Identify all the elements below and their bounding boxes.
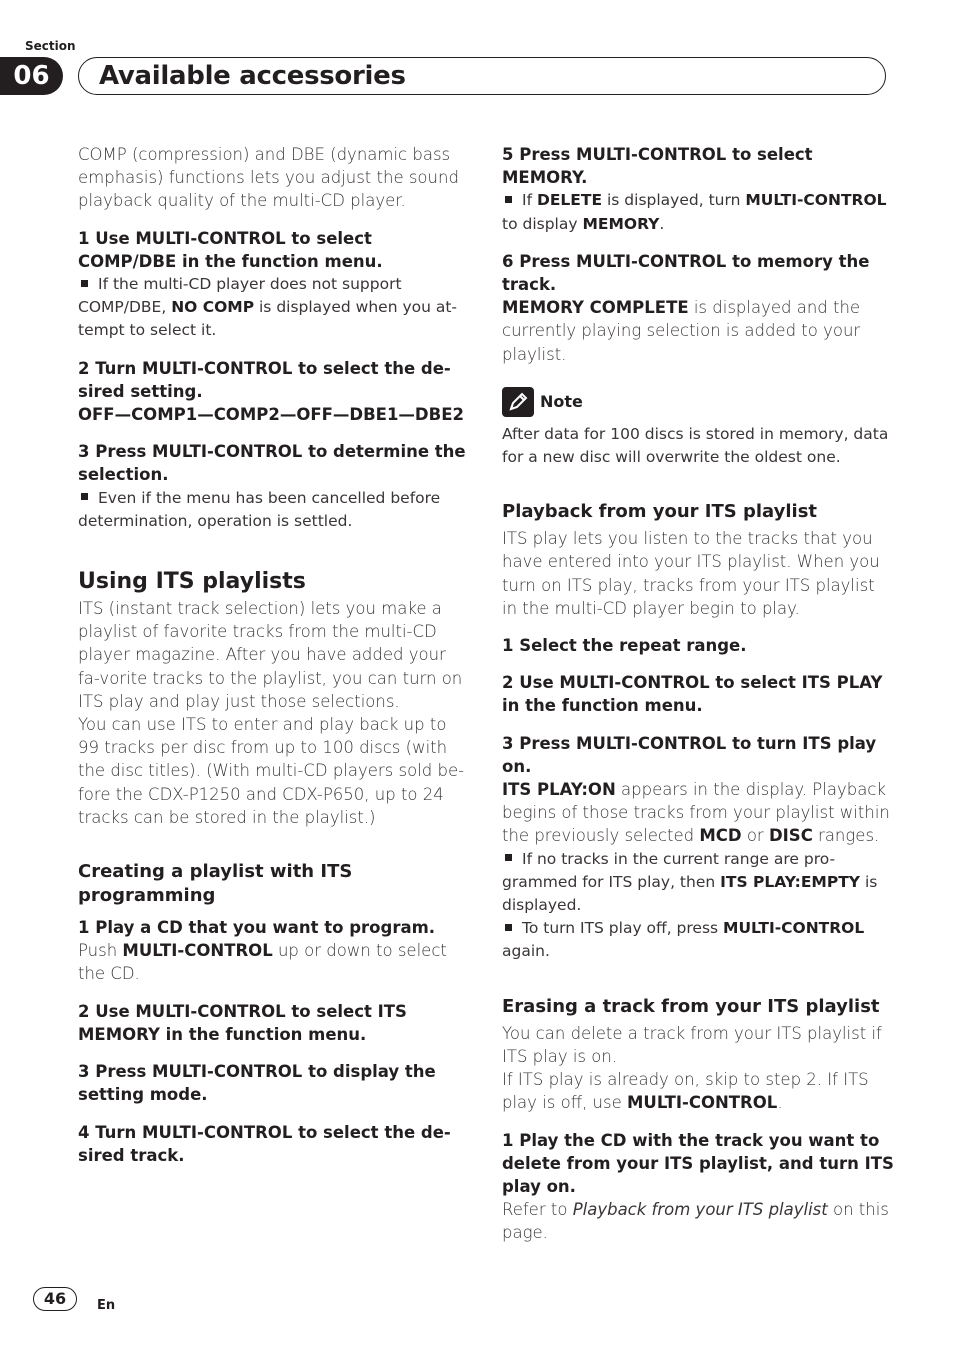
step-6: 6 Press MULTI-CONTROL to memory the track. — [502, 251, 870, 295]
create-step-2: 2 Use MULTI-CONTROL to select ITS MEMORY in the function menu. — [78, 1001, 407, 1044]
create-step-1: 1 Play a CD that you want to program. — [78, 918, 436, 938]
step-5-note: If DELETE is displayed, turn MULTI-CONTROL to display MEMORY. — [502, 191, 887, 233]
right-column — [502, 143, 894, 1245]
note-label: Note — [540, 392, 583, 412]
erase-step-1: 1 Play the CD with the track you want to delete from your ITS playlist, and turn ITS play on. — [502, 1130, 894, 1196]
bullet-square-icon — [505, 196, 512, 203]
bullet-square-icon — [505, 924, 512, 931]
erase-heading: Erasing a track from your ITS playlist — [502, 995, 880, 1017]
create-step-3: 3 Press MULTI-CONTROL to display the setting mode. — [78, 1062, 436, 1105]
bullet-square-icon — [81, 280, 88, 287]
its-para-2: You can use ITS to enter and play back up to 99 tracks per disc from up to 100 discs (with the disc titles). (With multi-CD players sold be-fore the CDX-P1250 and CDX-P650, up to 24 tracks can be stored in the playlist.) — [78, 715, 465, 827]
create-heading: Creating a playlist with ITS programming — [78, 861, 353, 907]
comp-step-1-note: If the multi-CD player does not support COMP/DBE, NO COMP is displayed when you at-tempt to select it. — [78, 275, 458, 340]
playback-note-1: If no tracks in the current range are pro-grammed for ITS play, then ITS PLAY:EMPTY is displayed. — [502, 849, 878, 915]
playback-note-2: To turn ITS play off, press MULTI-CONTROL again. — [502, 919, 865, 961]
language-label: En — [97, 1298, 116, 1313]
pencil-note-icon — [502, 387, 534, 417]
create-step-4: 4 Turn MULTI-CONTROL to select the de-sired track. — [78, 1122, 451, 1165]
erase-step-1-body: Refer to Playback from your ITS playlist on this page. — [502, 1200, 889, 1243]
playback-step-1: 1 Select the repeat range. — [502, 636, 747, 656]
page-title: Available accessories — [99, 61, 406, 91]
step-6-body: MEMORY COMPLETE is displayed and the currently playing selection is added to your playlist. — [502, 298, 861, 364]
comp-settings: OFF—COMP1—COMP2—OFF—DBE1—DBE2 — [78, 405, 464, 425]
page-number: 46 — [33, 1287, 77, 1311]
left-column — [78, 143, 468, 1167]
title-bar — [78, 57, 886, 95]
its-para-1: ITS (instant track selection) lets you make a playlist of favorite tracks from the multi-CD player magazine. After you have added your fa-vorite tracks to the playlist, you can turn on ITS play and play just those selections. — [78, 599, 463, 711]
erase-para-1: You can delete a track from your ITS playlist if ITS play is on. — [502, 1023, 882, 1066]
bullet-square-icon — [81, 493, 88, 500]
comp-step-3: 3 Press MULTI-CONTROL to determine the selection. — [78, 442, 466, 485]
playback-heading: Playback from your ITS playlist — [502, 501, 818, 523]
step-5: 5 Press MULTI-CONTROL to select MEMORY. — [502, 145, 813, 188]
comp-step-2: 2 Turn MULTI-CONTROL to select the de-sired setting. — [78, 358, 451, 401]
playback-step-3: 3 Press MULTI-CONTROL to turn ITS play on. — [502, 733, 877, 776]
comp-intro: COMP (compression) and DBE (dynamic bass emphasis) functions lets you adjust the sound playback quality of the multi-CD player. — [78, 145, 459, 211]
note-text: After data for 100 discs is stored in memory, data for a new disc will overwrite the oldest one. — [502, 424, 889, 467]
comp-step-3-note: Even if the menu has been cancelled before determination, operation is settled. — [78, 488, 441, 530]
note-header — [502, 387, 894, 417]
section-label: Section — [25, 39, 76, 53]
playback-para: ITS play lets you listen to the tracks that you have entered into your ITS playlist. When you turn on ITS play, tracks from your ITS playlist in the multi-CD player begin to play. — [502, 529, 880, 618]
erase-para-2: If ITS play is already on, skip to step 2. If ITS play is off, use MULTI-CONTROL. — [502, 1070, 869, 1113]
create-step-1-body: Push MULTI-CONTROL up or down to select the CD. — [78, 941, 447, 984]
comp-step-1: 1 Use MULTI-CONTROL to select COMP/DBE in the function menu. — [78, 228, 383, 271]
section-number-badge: 06 — [0, 57, 63, 95]
playback-step-2: 2 Use MULTI-CONTROL to select ITS PLAY in the function menu. — [502, 673, 883, 716]
bullet-square-icon — [505, 854, 512, 861]
playback-step-3-body: ITS PLAY:ON appears in the display. Playback begins of those tracks from your playlist within the previously selected MCD or DISC ranges. — [502, 780, 890, 846]
its-heading: Using ITS playlists — [78, 569, 306, 595]
